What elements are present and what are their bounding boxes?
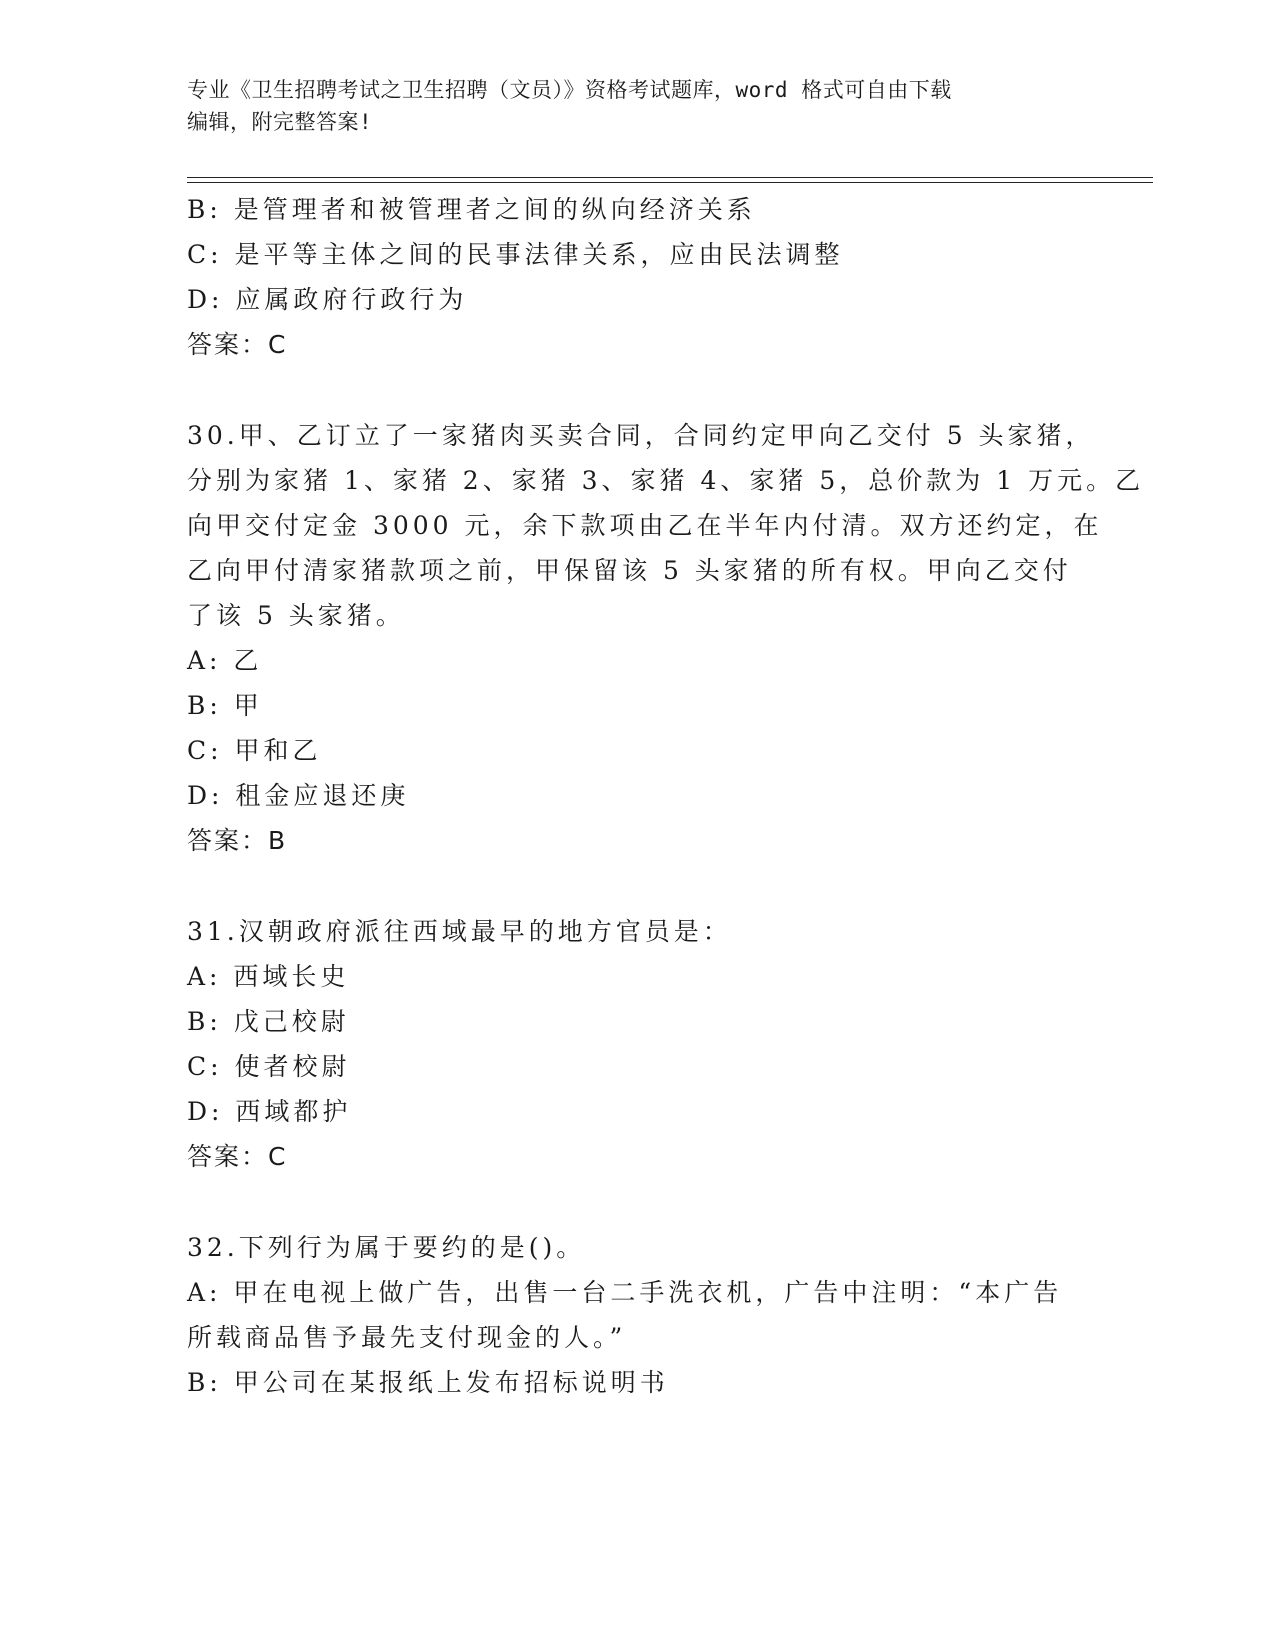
q30-option-d: D: 租金应退还庚: [187, 781, 410, 810]
q32-option-a: A: 甲在电视上做广告，出售一台二手洗衣机，广告中注明：“本广告: [187, 1278, 1063, 1307]
q30-option-a: A: 乙: [187, 646, 263, 675]
spacer: [187, 863, 1087, 909]
q31-option-c: C: 使者校尉: [187, 1052, 351, 1081]
q29-option-d: D: 应属政府行政行为: [187, 285, 468, 314]
q30-option-c: C: 甲和乙: [187, 736, 322, 765]
q31-answer: 答案：C: [187, 1142, 288, 1171]
question-32: [187, 1225, 1087, 1405]
question-31: [187, 909, 1087, 1179]
q30-stem-line: 分别为家猪 1、家猪 2、家猪 3、家猪 4、家猪 5，总价款为 1 万元。乙: [187, 466, 1145, 495]
spacer: [187, 367, 1087, 413]
q31-stem: 31.汉朝政府派往西域最早的地方官员是：: [187, 917, 732, 946]
header-rule-top: [187, 177, 1153, 178]
question-30: [187, 413, 1145, 863]
spacer: [187, 1179, 1087, 1225]
q30-stem-line: 了该 5 头家猪。: [187, 601, 405, 630]
question-29-tail: [187, 187, 1087, 367]
q30-stem-line: 乙向甲付清家猪款项之前，甲保留该 5 头家猪的所有权。甲向乙交付: [187, 556, 1072, 585]
q29-answer: 答案：C: [187, 330, 288, 359]
header-line-1: 专业《卫生招聘考试之卫生招聘（文员）》资格考试题库，word 格式可自由下载: [187, 78, 952, 102]
q30-option-b: B: 甲: [187, 691, 263, 720]
header-rule-bottom: [187, 182, 1153, 183]
q29-option-b: B: 是管理者和被管理者之间的纵向经济关系: [187, 195, 756, 224]
q30-stem-line: 向甲交付定金 3000 元，余下款项由乙在半年内付清。双方还约定，在: [187, 511, 1103, 540]
page-content: [187, 187, 1145, 1405]
q30-answer: 答案：B: [187, 826, 288, 855]
q31-option-b: B: 戊己校尉: [187, 1007, 350, 1036]
q31-option-d: D: 西域都护: [187, 1097, 352, 1126]
q32-option-a-cont: 所载商品售予最先支付现金的人。”: [187, 1323, 627, 1352]
q32-stem: 32.下列行为属于要约的是()。: [187, 1233, 586, 1262]
q32-option-b: B: 甲公司在某报纸上发布招标说明书: [187, 1368, 669, 1397]
q31-option-a: A: 西域长史: [187, 962, 350, 991]
header-line-2: 编辑，附完整答案!: [187, 110, 373, 134]
q30-stem-line: 30.甲、乙订立了一家猪肉买卖合同，合同约定甲向乙交付 5 头家猪，: [187, 421, 1095, 450]
q29-option-c: C: 是平等主体之间的民事法律关系，应由民法调整: [187, 240, 844, 269]
page-header: [187, 74, 1067, 138]
